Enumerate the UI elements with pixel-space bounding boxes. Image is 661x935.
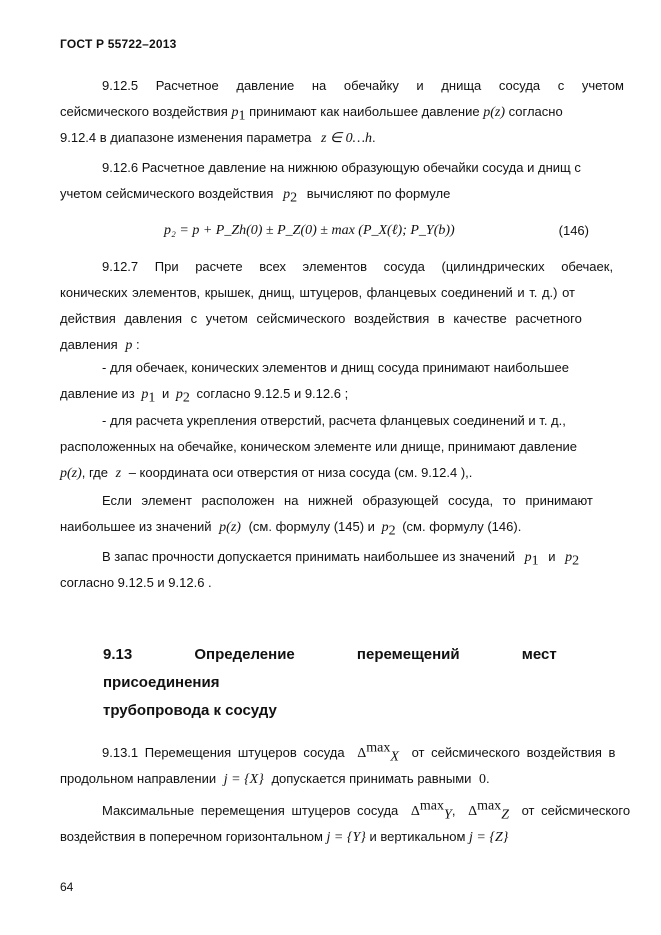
text-run: , где: [81, 465, 108, 480]
text-line: [60, 381, 605, 407]
paragraph-9-12-6: [60, 155, 605, 207]
paragraph-9-13-1: [60, 740, 616, 792]
math-delta-z: $\Delta^{max}_Z$: [468, 798, 509, 823]
heading-text: 9.13 Определение перемещений мест присоединения: [103, 646, 557, 691]
text-run: допускается принимать равными: [271, 771, 472, 786]
bullet-item-1: [60, 355, 605, 407]
text-run: наибольшее из значений: [60, 519, 212, 534]
text-run: в: [138, 829, 146, 844]
text-run: и: [162, 386, 170, 401]
text-line: [60, 824, 605, 850]
text-run: :: [135, 337, 140, 352]
text-run: – координата оси отверстия от низа сосуда (см. 9.12.4 ),.: [128, 465, 473, 480]
text-run: согласно: [508, 104, 563, 119]
text-line: [60, 766, 605, 792]
text-run: давления: [60, 337, 118, 352]
math-j-y: j = {Y}: [326, 830, 366, 845]
text-run: учетом сейсмического воздействия: [60, 186, 274, 201]
paragraph-lower-generatrix: [60, 488, 605, 540]
paragraph-max-displacements: [60, 798, 631, 850]
math-pz: p(z): [60, 466, 82, 481]
math-p2: $p_2$: [175, 387, 190, 406]
text-line: [60, 181, 605, 207]
math-delta-y: $\Delta^{max}_Y$: [410, 798, 452, 823]
math-p1: $p_1$: [141, 387, 156, 406]
document-header: ГОСТ Р 55722–2013: [60, 37, 177, 51]
text-run: .: [486, 771, 490, 786]
text-run: (см. формулу (145) и: [248, 519, 375, 534]
text-run: согласно 9.12.5 и 9.12.6 ;: [196, 386, 349, 401]
paragraph-9-12-7: [60, 254, 614, 358]
math-j-x: j = {X}: [223, 772, 264, 787]
text-run: 9.13.1 Перемещения штуцеров сосуда: [102, 745, 345, 760]
text-run: 9.12.4 в диапазоне изменения параметра: [60, 130, 312, 145]
heading-text: трубопровода к сосуду: [103, 702, 277, 719]
text-run: от сейсмического воздействия в: [411, 745, 616, 760]
text-run: вычисляют по формуле: [306, 186, 451, 201]
text-line: [60, 460, 605, 486]
text-line: конических элементов, крышек, днищ, штуцеров, фланцевых соединений и т. д.) от: [60, 285, 576, 300]
paragraph-9-12-5: [60, 73, 624, 151]
text-line: 9.12.6 Расчетное давление на нижнюю образующую обечайки сосуда и днищ с: [102, 160, 581, 175]
math-pz: p(z): [219, 520, 241, 535]
formula-number: (146): [558, 223, 589, 238]
text-run: и: [369, 829, 377, 844]
text-run: горизонтальном: [225, 829, 323, 844]
section-heading-9-13: [103, 641, 605, 725]
text-line: [60, 99, 605, 125]
text-line: согласно 9.12.5 и 9.12.6 .: [60, 575, 212, 590]
text-run: В запас прочности допускается принимать наибольшее из значений: [102, 549, 515, 564]
math-range: z ∈ 0…h: [320, 131, 373, 146]
math-delta-x: $\Delta^{max}_X$: [357, 740, 399, 765]
math-p2: $p_2$: [381, 520, 396, 539]
text-line: расположенных на обечайке, коническом элементе или днище, принимают давление: [60, 439, 578, 454]
text-run: (см. формулу (146).: [402, 519, 522, 534]
text-line: [60, 798, 631, 824]
paragraph-strength-margin: [60, 544, 605, 596]
formula-expression: p₂ = p + P_Zh(0) ± P_Z(0) ± max (P_X(ℓ); P_Y(b)): [164, 223, 455, 238]
formula-146: [60, 218, 605, 244]
math-p1: $p_1$: [524, 550, 539, 569]
text-run: Максимальные перемещения штуцеров сосуда: [102, 803, 399, 818]
text-run: продольном направлении: [60, 771, 217, 786]
text-line: [60, 544, 605, 570]
heading-line: [103, 641, 605, 697]
text-line: действия давления с учетом сейсмического воздействия в качестве расчетного: [60, 311, 582, 326]
text-run: поперечном: [149, 829, 223, 844]
math-p2: $p_2$: [283, 187, 298, 206]
math-p1: $p_1$: [231, 105, 246, 124]
text-run: ,: [451, 803, 456, 818]
text-run: давление из: [60, 386, 135, 401]
math-p: p: [125, 338, 133, 353]
text-line: Если элемент расположен на нижней образующей сосуда, то принимают: [102, 493, 593, 508]
text-run: вертикальном: [380, 829, 466, 844]
text-run: и: [548, 549, 556, 564]
text-run: .: [372, 130, 376, 145]
math-j-z: j = {Z}: [469, 830, 509, 845]
math-pz: p(z): [483, 105, 505, 120]
math-p2: $p_2$: [565, 550, 580, 569]
bullet-item-2: [60, 408, 605, 486]
text-line: [60, 740, 616, 766]
page-number: 64: [60, 880, 74, 894]
text-run: воздействия: [60, 829, 136, 844]
text-run: принимают как наибольшее давление: [249, 104, 480, 119]
text-line: [60, 514, 605, 540]
text-run: сейсмического воздействия: [60, 104, 228, 119]
text-line: [60, 125, 605, 151]
text-line: 9.12.7 При расчете всех элементов сосуда (цилиндрических обечаек,: [102, 259, 614, 274]
text-line: - для обечаек, конических элементов и днищ сосуда принимают наибольшее: [102, 360, 569, 375]
text-run: от сейсмического: [521, 803, 631, 818]
text-line: 9.12.5 Расчетное давление на обечайку и днища сосуда с учетом: [102, 78, 624, 93]
math-z: z: [115, 466, 122, 481]
math-zero: 0: [479, 772, 487, 787]
text-line: - для расчета укрепления отверстий, расчета фланцевых соединений и т. д.,: [102, 413, 566, 428]
